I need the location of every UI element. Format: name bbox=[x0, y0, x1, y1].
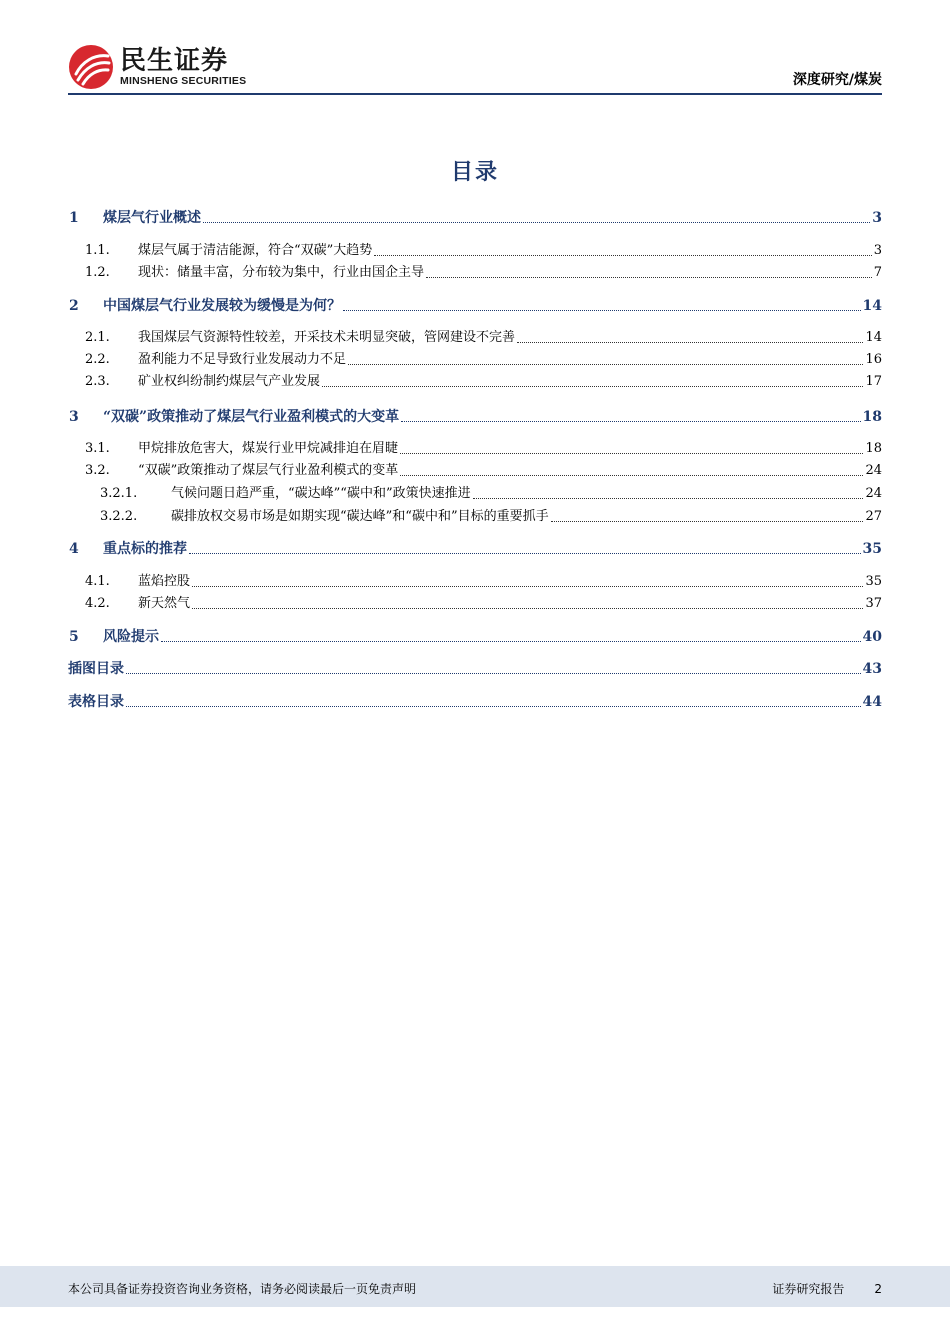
toc-page: 24 bbox=[865, 463, 882, 478]
toc-entry[interactable] bbox=[68, 569, 882, 591]
toc-entry[interactable] bbox=[68, 238, 882, 260]
toc-page: 24 bbox=[865, 486, 882, 501]
toc-number: 1 bbox=[69, 210, 79, 226]
toc-entry[interactable] bbox=[68, 481, 882, 503]
toc-label: 表格目录 bbox=[68, 694, 124, 710]
toc-page: 14 bbox=[862, 298, 882, 314]
toc-entry[interactable] bbox=[68, 504, 882, 526]
toc-page: 16 bbox=[865, 352, 882, 367]
toc-number: 1.2. bbox=[85, 265, 110, 280]
toc-leader bbox=[192, 608, 863, 609]
toc-leader bbox=[517, 342, 863, 343]
toc-label: 煤层气行业概述 bbox=[103, 210, 201, 226]
toc-page: 3 bbox=[872, 210, 882, 226]
toc-number: 5 bbox=[69, 629, 79, 645]
toc-entry[interactable] bbox=[68, 436, 882, 458]
toc-leader bbox=[203, 222, 870, 223]
toc-entry[interactable] bbox=[68, 325, 882, 347]
toc-leader bbox=[400, 453, 863, 454]
header-divider bbox=[68, 93, 882, 95]
minsheng-logo-icon bbox=[68, 44, 114, 90]
toc-number: 4.1. bbox=[85, 574, 110, 589]
toc-leader bbox=[348, 364, 863, 365]
toc-page: 35 bbox=[865, 574, 882, 589]
page-number: 2 bbox=[874, 1282, 882, 1296]
toc-number: 4.2. bbox=[85, 596, 110, 611]
toc-number: 3.2.1. bbox=[100, 486, 138, 501]
toc-page: 7 bbox=[873, 265, 882, 280]
toc-leader bbox=[126, 706, 861, 707]
toc-page: 40 bbox=[862, 629, 882, 645]
toc-label: 甲烷排放危害大，煤炭行业甲烷减排迫在眉睫 bbox=[138, 441, 399, 456]
toc-leader bbox=[401, 421, 860, 422]
toc-label: 碳排放权交易市场是如期实现“碳达峰”和“碳中和”目标的重要抓手 bbox=[171, 509, 549, 524]
toc-page: 43 bbox=[862, 661, 882, 677]
brand-name-cn: 民生证券 bbox=[120, 46, 229, 76]
footer-right bbox=[772, 1280, 882, 1297]
toc-leader bbox=[161, 641, 861, 642]
toc-entry[interactable] bbox=[68, 369, 882, 391]
toc-page: 14 bbox=[865, 330, 882, 345]
toc-number: 1.1. bbox=[85, 243, 110, 258]
toc-label: 现状：储量丰富，分布较为集中，行业由国企主导 bbox=[138, 265, 425, 280]
toc-leader bbox=[400, 475, 863, 476]
toc-leader bbox=[473, 498, 864, 499]
page-title: 目录 bbox=[450, 160, 499, 185]
toc-leader bbox=[426, 277, 872, 278]
toc-leader bbox=[551, 521, 864, 522]
toc-entry[interactable] bbox=[68, 458, 882, 480]
report-category: 深度研究/煤炭 bbox=[792, 72, 882, 88]
toc-entry[interactable] bbox=[68, 689, 882, 711]
toc-number: 3.2.2. bbox=[100, 509, 138, 524]
toc-label: 矿业权纠纷制约煤层气产业发展 bbox=[138, 374, 321, 389]
toc-entry[interactable] bbox=[68, 205, 882, 227]
toc-label: “双碳”政策推动了煤层气行业盈利模式的变革 bbox=[138, 463, 399, 478]
toc-number: 2.2. bbox=[85, 352, 110, 367]
toc-entry[interactable] bbox=[68, 260, 882, 282]
toc-page: 37 bbox=[865, 596, 882, 611]
toc-label: 我国煤层气资源特性较差，开采技术未明显突破，管网建设不完善 bbox=[138, 330, 516, 345]
toc-label: 盈利能力不足导致行业发展动力不足 bbox=[138, 352, 347, 367]
toc-label: “双碳”政策推动了煤层气行业盈利模式的大变革 bbox=[103, 409, 400, 425]
toc-entry[interactable] bbox=[68, 536, 882, 558]
toc-label: 新天然气 bbox=[138, 596, 191, 611]
toc-number: 2.3. bbox=[85, 374, 110, 389]
toc-page: 17 bbox=[865, 374, 882, 389]
toc-label: 中国煤层气行业发展较为缓慢是为何？ bbox=[103, 298, 341, 314]
page-footer bbox=[0, 1266, 950, 1307]
toc-page: 18 bbox=[862, 409, 882, 425]
toc-entry[interactable] bbox=[68, 656, 882, 678]
toc-page: 27 bbox=[865, 509, 882, 524]
toc-label: 煤层气属于清洁能源，符合“双碳”大趋势 bbox=[138, 243, 373, 258]
toc-leader bbox=[343, 310, 861, 311]
toc-number: 3.2. bbox=[85, 463, 110, 478]
toc-page: 44 bbox=[862, 694, 882, 710]
toc-page: 35 bbox=[862, 541, 882, 557]
toc-page: 3 bbox=[873, 243, 882, 258]
footer-disclaimer: 本公司具备证券投资咨询业务资格，请务必阅读最后一页免责声明 bbox=[68, 1282, 417, 1296]
toc-label: 风险提示 bbox=[103, 629, 159, 645]
toc-leader bbox=[192, 586, 863, 587]
toc-entry[interactable] bbox=[68, 591, 882, 613]
toc-label: 重点标的推荐 bbox=[103, 541, 187, 557]
toc-leader bbox=[126, 673, 861, 674]
toc-number: 4 bbox=[69, 541, 79, 557]
footer-report-type: 证券研究报告 bbox=[772, 1282, 845, 1296]
company-logo bbox=[68, 44, 268, 90]
toc-number: 2.1. bbox=[85, 330, 110, 345]
toc-entry[interactable] bbox=[68, 624, 882, 646]
toc-entry[interactable] bbox=[68, 347, 882, 369]
toc-number: 3 bbox=[69, 409, 79, 425]
toc-entry[interactable] bbox=[68, 404, 882, 426]
toc-number: 2 bbox=[69, 298, 79, 314]
toc-page: 18 bbox=[865, 441, 882, 456]
toc-label: 气候问题日趋严重，“碳达峰”“碳中和”政策快速推进 bbox=[171, 486, 471, 501]
toc-label: 蓝焰控股 bbox=[138, 574, 191, 589]
toc-number: 3.1. bbox=[85, 441, 110, 456]
toc-entry[interactable] bbox=[68, 293, 882, 315]
toc-leader bbox=[374, 255, 871, 256]
toc-leader bbox=[322, 386, 863, 387]
brand-name-en: MINSHENG SECURITIES bbox=[120, 75, 247, 87]
toc-leader bbox=[189, 553, 861, 554]
toc-label: 插图目录 bbox=[68, 661, 124, 677]
